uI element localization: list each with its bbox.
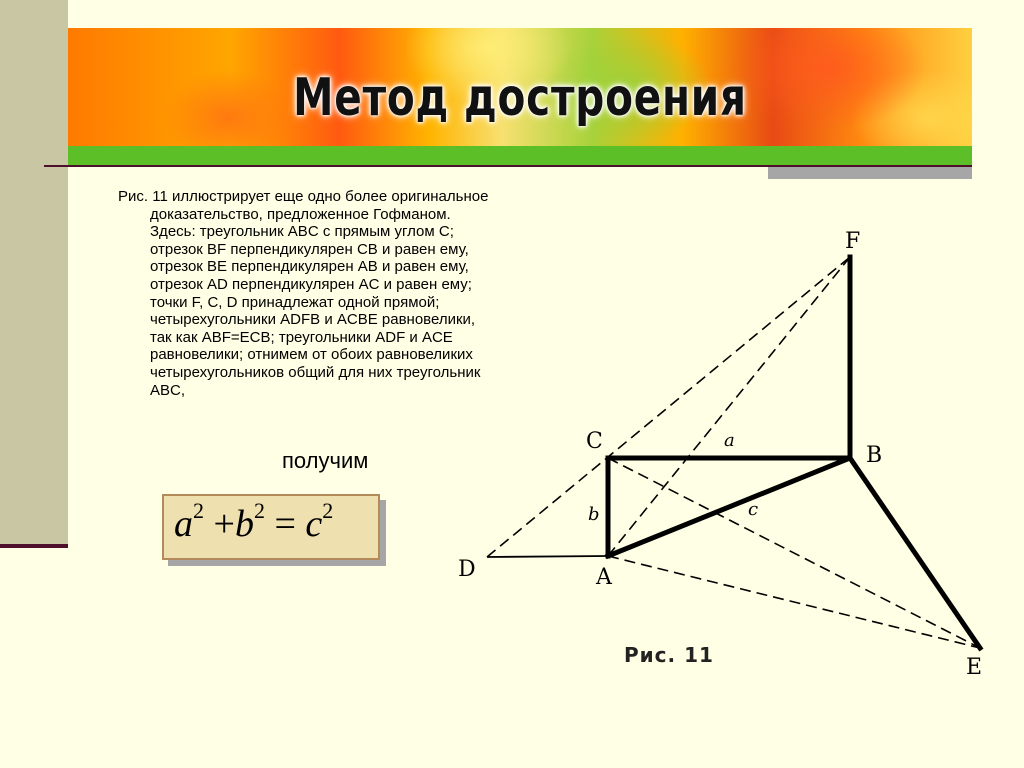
segment-AB (608, 458, 850, 556)
side-label-c: c (748, 499, 759, 520)
dashed-line-DF (487, 257, 850, 557)
formula-b: b (234, 503, 254, 545)
point-label-D: D (458, 557, 476, 582)
point-label-B: B (866, 443, 883, 468)
side-label-b: b (588, 504, 600, 525)
formula-equals: = (274, 503, 296, 545)
formula-c-exponent: 2 (322, 498, 334, 524)
point-label-A: A (596, 565, 612, 590)
side-label-a: a (724, 430, 735, 451)
formula-b-exponent: 2 (253, 498, 265, 524)
formula-plus: + (213, 503, 235, 545)
point-label-E: E (966, 655, 983, 680)
result-label: получим (282, 448, 369, 473)
title-banner (68, 28, 972, 146)
figure-caption: Рис. 11 (624, 643, 714, 667)
title-green-bar (68, 146, 972, 165)
formula-c: c (305, 503, 323, 545)
proof-paragraph-body: доказательство, предложенное Гофманом. Здесь: треугольник ABC с прямым углом C; отрезок BF перпендикулярен CB и равен ему, отрезок BE перпендикулярен AB и равен ему, отрезок AD перпендикулярен AC и равен ему; точки F, C, D принадлежат одной прямой; четырехугольники ADFB и ACBE равновелики, так как ABF=ECB; треугольники ADF и ACE равновелики; отнимем от обоих равновеликих четырехугольников общий для них треугольник ABC, (150, 205, 481, 399)
segment-DA (487, 556, 608, 557)
decor-gray-bar (768, 167, 972, 179)
point-label-F: F (845, 229, 861, 254)
proof-paragraph-first-line: Рис. 11 иллюстрирует еще одно более оригинальное (118, 188, 489, 205)
left-decor-bar (0, 0, 68, 548)
formula-a-exponent: 2 (193, 498, 204, 524)
formula-a: a (174, 503, 193, 545)
geometry-figure (440, 220, 1024, 688)
point-label-C: C (586, 429, 603, 454)
pythagorean-formula (174, 498, 334, 546)
segment-BE (850, 458, 980, 648)
dashed-line-AF (608, 257, 850, 556)
left-decor-line (0, 544, 68, 548)
pythagorean-formula-box (162, 494, 380, 560)
slide-title: Метод достроения (293, 68, 747, 128)
